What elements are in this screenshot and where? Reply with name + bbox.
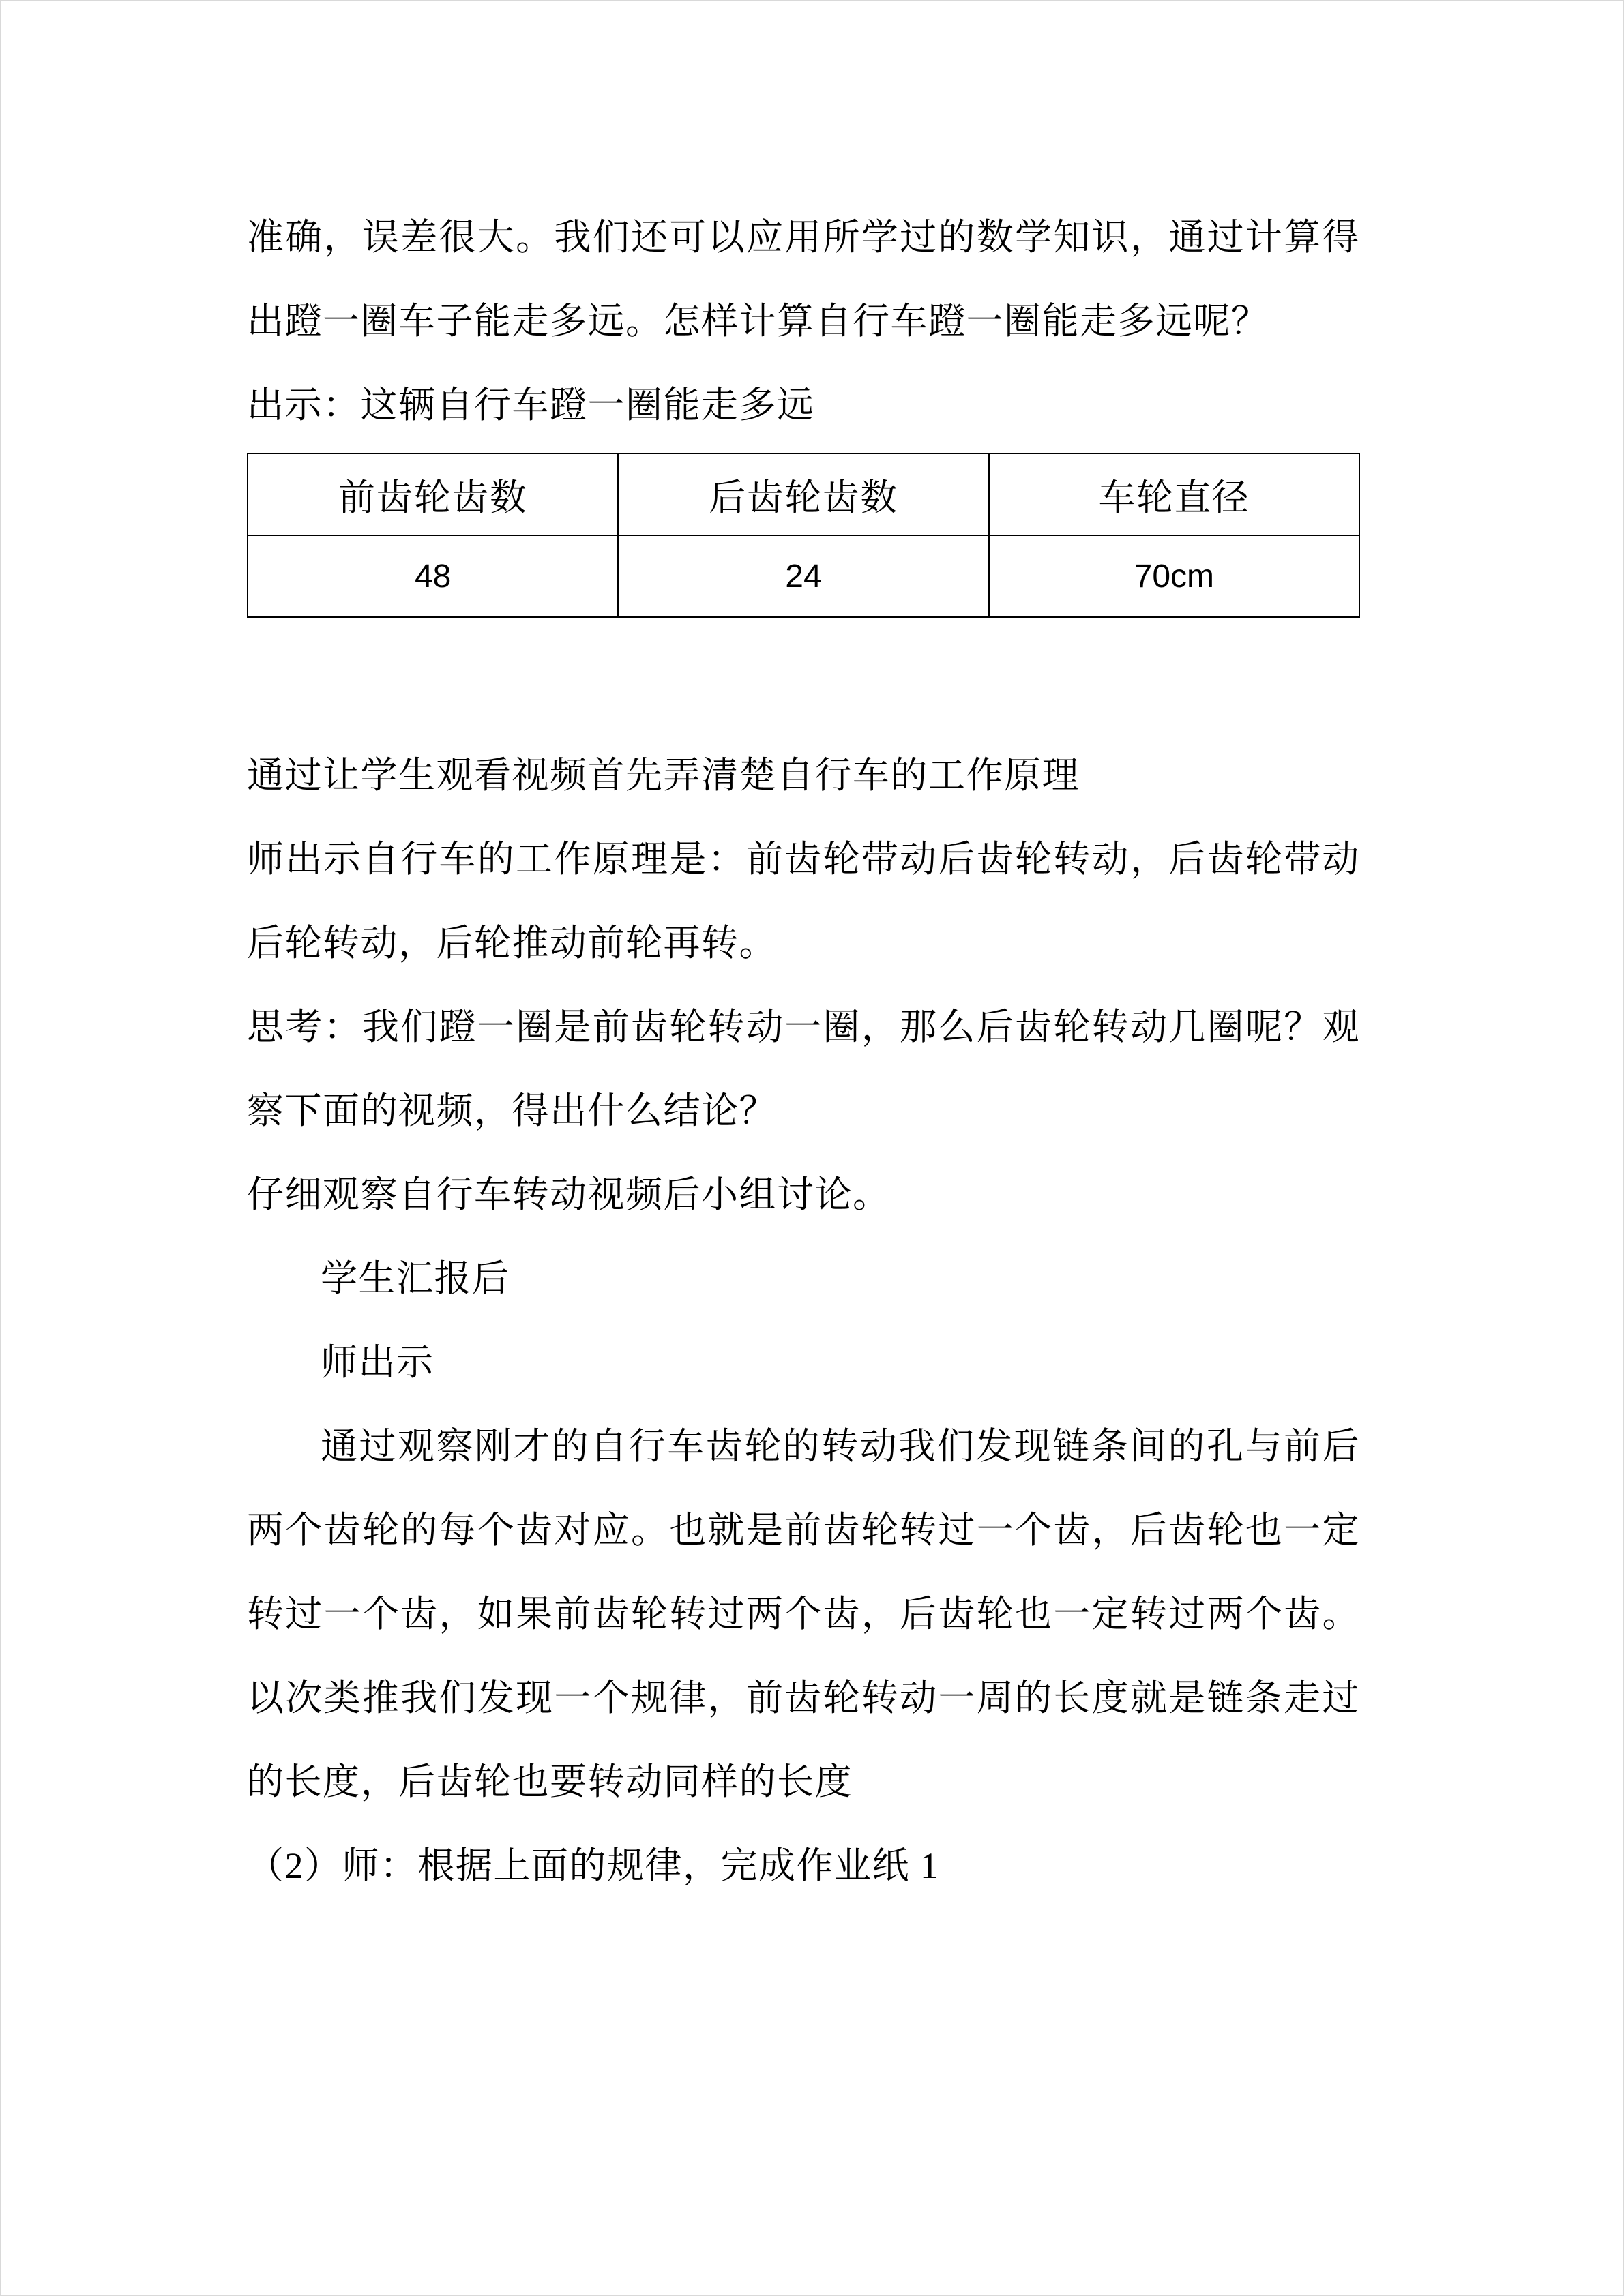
table-cell-wheel-diameter: 70cm <box>989 535 1359 617</box>
paragraph-thinking-question: 思考：我们蹬一圈是前齿轮转动一圈，那么后齿轮转动几圈呢？观察下面的视频，得出什么结论？ <box>247 1007 1360 1131</box>
paragraph-worksheet-task: （2）师：根据上面的规律，完成作业纸 1 <box>247 1845 940 1886</box>
table-cell-rear-gear-teeth: 24 <box>618 535 988 617</box>
paragraph-working-principle: 师出示自行车的工作原理是：前齿轮带动后齿轮转动，后齿轮带动后轮转动，后轮推动前轮再转。 <box>247 839 1360 964</box>
table-head <box>248 453 1359 535</box>
table-header-wheel-diameter: 车轮直径 <box>989 453 1359 535</box>
paragraph-video-intro: 通过让学生观看视频首先弄清楚自行车的工作原理 <box>247 755 1080 796</box>
paragraph-table-intro: 出示：这辆自行车蹬一圈能走多远 <box>247 385 815 426</box>
table-body <box>248 535 1359 617</box>
paragraph-teacher-show: 师出示 <box>321 1342 434 1383</box>
table-header-row <box>248 453 1359 535</box>
paragraph-continuation: 准确，误差很大。我们还可以应用所学过的数学知识，通过计算得出蹬一圈车子能走多远。怎样计算自行车蹬一圈能走多远呢？ <box>247 217 1360 342</box>
document-content <box>1 1 1623 1908</box>
paragraph-observation-conclusion: 通过观察刚才的自行车齿轮的转动我们发现链条间的孔与前后两个齿轮的每个齿对应。也就是前齿轮转过一个齿，后齿轮也一定转过一个齿，如果前齿轮转过两个齿，后齿轮也一定转过两个齿。以次类推我们发现一个规律，前齿轮转动一周的长度就是链条走过的长度，后齿轮也要转动同样的长度 <box>247 1426 1360 1802</box>
table-cell-front-gear-teeth: 48 <box>248 535 618 617</box>
table-header-front-gear-teeth: 前齿轮齿数 <box>248 453 618 535</box>
paragraph-group-discussion: 仔细观察自行车转动视频后小组讨论。 <box>247 1174 891 1215</box>
table-header-rear-gear-teeth: 后齿轮齿数 <box>618 453 988 535</box>
bicycle-gear-table <box>247 453 1360 618</box>
table-row <box>248 535 1359 617</box>
paragraph-student-report: 学生汇报后 <box>321 1258 510 1299</box>
